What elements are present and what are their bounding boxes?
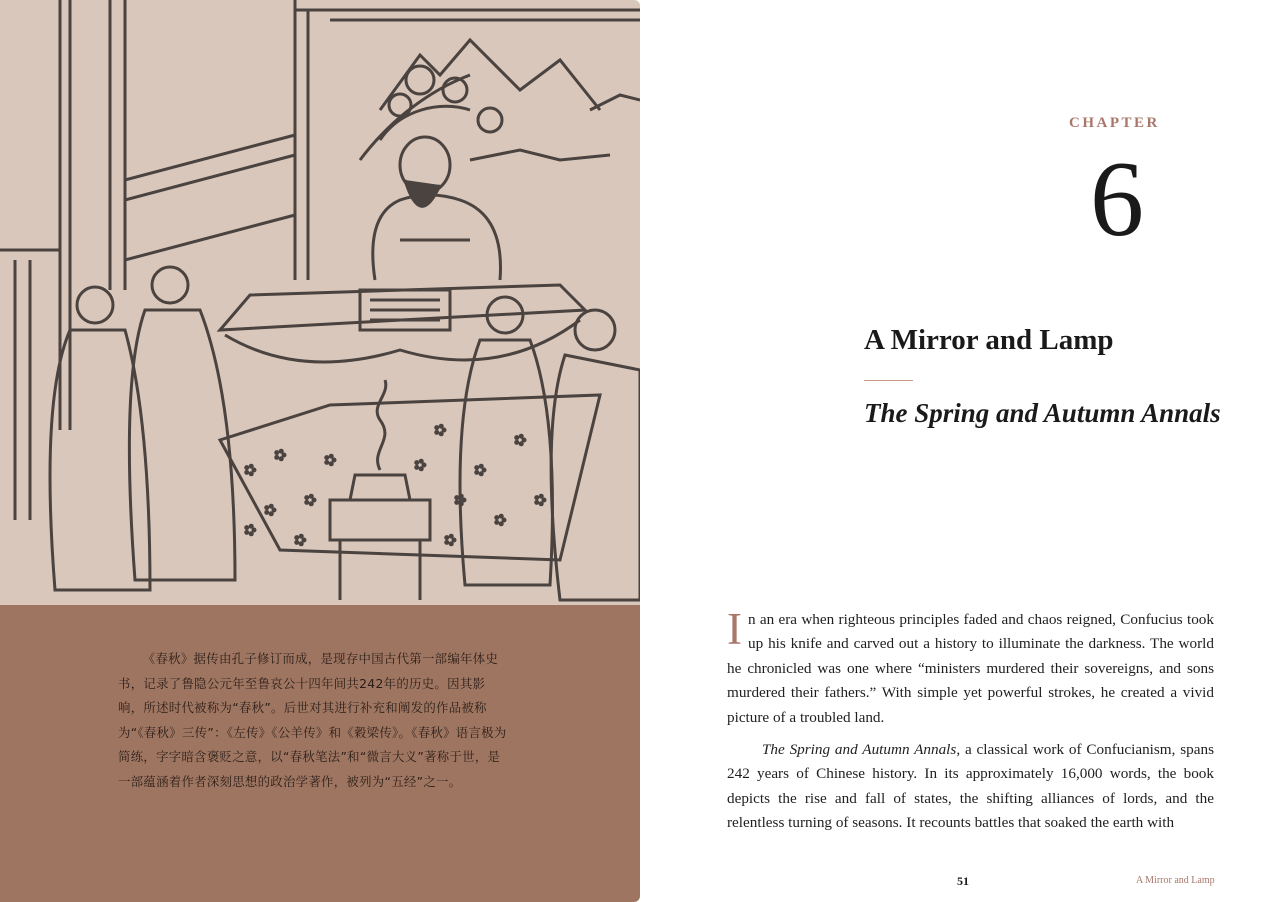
confucius-illustration: [0, 0, 640, 605]
chapter-subtitle: The Spring and Autumn Annals: [864, 398, 1221, 428]
title-divider: [864, 380, 913, 381]
chapter-number: 6: [1090, 140, 1144, 259]
body-text: [727, 604, 1215, 836]
page-number: 51: [957, 874, 969, 888]
paragraph-2: [727, 738, 1214, 836]
woodblock-print-image: [0, 0, 640, 605]
chinese-caption: 《春秋》据传由孔子修订而成，是现存中国古代第一部编年体史书，记录了鲁隐公元年至鲁哀公十四年间共242年的历史。因其影响，所述时代被称为“春秋”。后世对其进行补充和阐发的作品被称为“《春秋》三传”：《左传》《公羊传》和《穀梁传》。《春秋》语言极为简练，字字暗含褒贬之意，以“春秋笔法”和“微言大义”著称于世，是一部蕴涵着作者深刻思想的政治学著作，被列为“五经”之一。: [118, 651, 507, 789]
chapter-title: A Mirror and Lamp: [864, 324, 1114, 356]
chapter-label: CHAPTER: [1069, 115, 1160, 131]
paragraph-1: [727, 604, 1214, 730]
book-title-italic: The Spring and Autumn Annals: [761, 741, 957, 759]
running-header: A Mirror and Lamp: [1136, 875, 1215, 886]
paragraph-1-text: n an era when righteous principles faded and chaos reigned, Confucius took up his knife and carved out a history to illuminate the darkness. The world he chronicled was one where “ministers murdered their sovereigns, and sons murdered their fathers.” With simple yet powerful strokes, he created a vivid picture of a troubled land.: [727, 611, 1214, 726]
paragraph-2-text: , a classical work of Confucianism, spans 242 years of Chinese history. In its approximately 16,000 words, the book depicts the rise and fall of states, the shifting alliances of lords, and the relentless turning of seasons. It recounts battles that soaked the earth with: [727, 741, 1215, 832]
drop-cap: I: [727, 604, 742, 654]
